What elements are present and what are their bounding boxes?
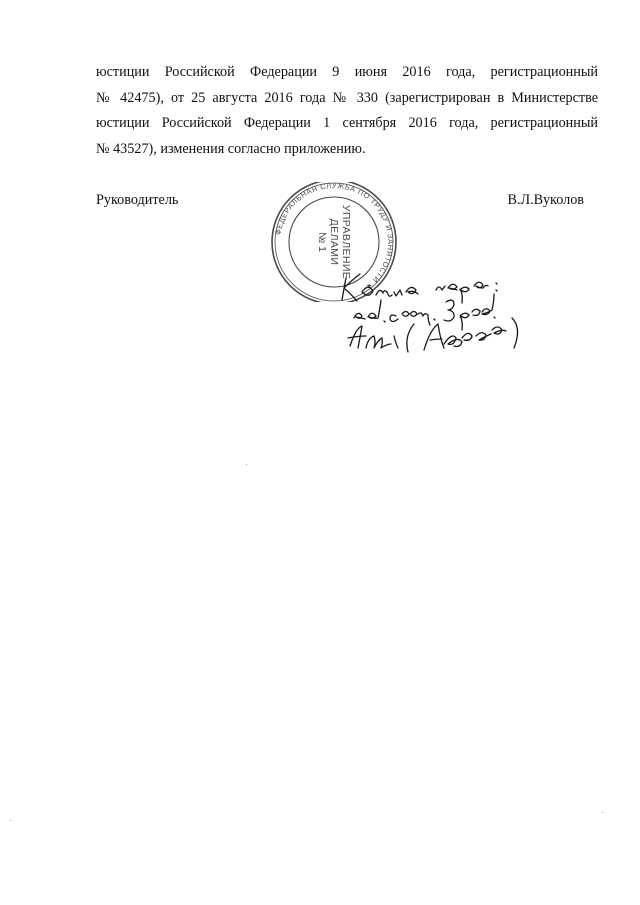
paragraph-line: юстиции Российской Федерации 9 июня 2016 года, регистрационный: [96, 64, 598, 80]
paragraph-line: юстиции Российской Федерации 1 сентября 2016 года, регистрационный: [96, 115, 598, 131]
svg-text:ДЕЛАМИ: ДЕЛАМИ: [328, 218, 340, 266]
handwritten-certification: [336, 262, 536, 372]
signatory-name: В.Л.Вуколов: [507, 192, 584, 208]
svg-text:№ 1: № 1: [316, 231, 328, 253]
svg-text:ФЕДЕРАЛЬНАЯ СЛУЖБА ПО ТРУДУ И: ФЕДЕРАЛЬНАЯ СЛУЖБА ПО ТРУДУ И ЗАНЯТОСТИ ★: [273, 182, 396, 293]
scan-speck: [246, 464, 247, 465]
paragraph-line: № 43527), изменения согласно приложению.: [96, 140, 366, 157]
scan-speck: [602, 812, 603, 813]
svg-text:УПРАВЛЕНИЕ: УПРАВЛЕНИЕ: [340, 204, 352, 280]
signatory-title: Руководитель: [96, 192, 179, 208]
scan-speck: [10, 820, 11, 821]
body-paragraph: [96, 60, 598, 162]
paragraph-line: № 42475), от 25 августа 2016 года № 330 (зарегистрирован в Министерстве: [96, 89, 598, 106]
